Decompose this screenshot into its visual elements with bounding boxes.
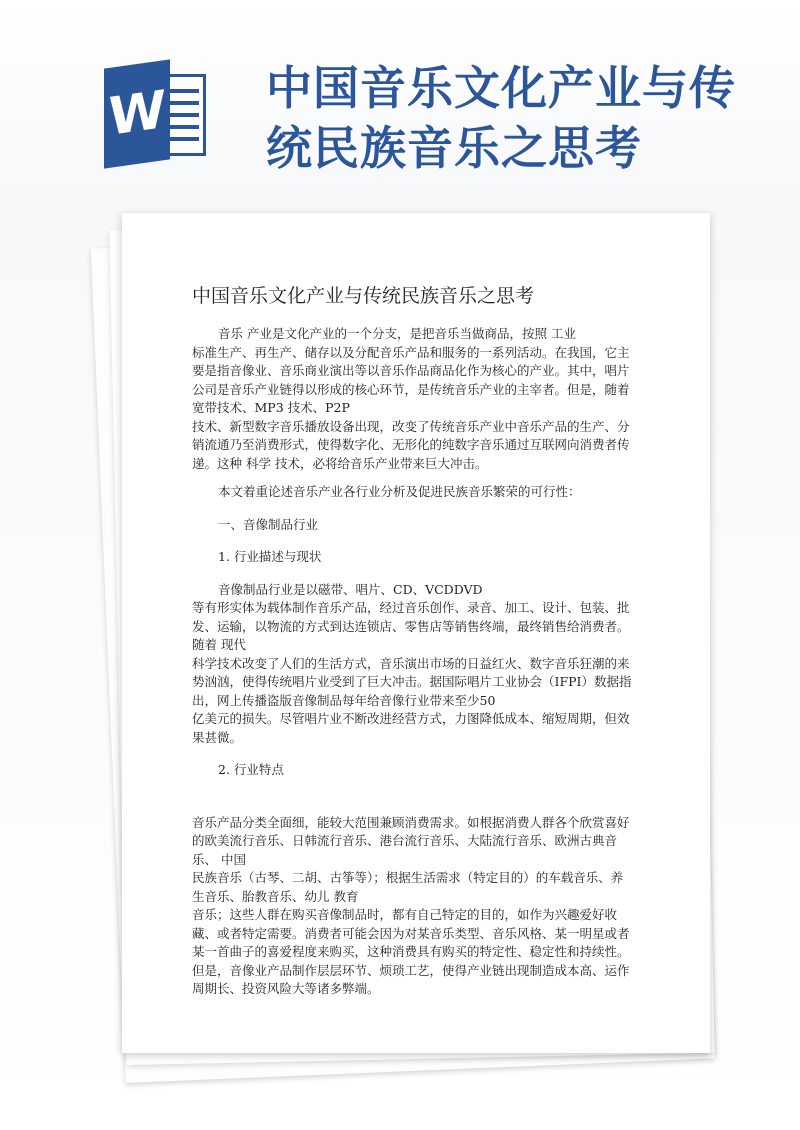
document-page (122, 213, 710, 1053)
subsection-heading-1: 1. 行业描述与现状 (218, 549, 322, 564)
paragraph-4: 本文着重论述音乐产业各行业分析及促进民族音乐繁荣的可行性： (218, 484, 581, 499)
banner-title-line-1: 中国音乐文化产业与传 (266, 61, 736, 115)
word-w-badge-icon: W (104, 59, 170, 168)
paragraph-6: 等有形实体为载体制作音乐产品，经过音乐创作、录音、加工、设计、包装、批发、运输，以物流的方式到达连锁店、零售店等销售终端，最终销售给消费者。随着 现代 (192, 600, 630, 652)
paragraph-9: 音乐产品分类全面细，能较大范围兼顾消费需求。如根据消费人群各个欣赏喜好的欧美流行音乐、日韩流行音乐、港台流行音乐、大陆流行音乐、欧洲古典音乐、 中国 (192, 814, 630, 867)
section-heading-1: 一、音像制品行业 (218, 516, 319, 532)
paragraph-7: 科学技术改变了人们的生活方式，音乐演出市场的日益红火、数字音乐狂潮的来势汹汹，使得传统唱片业受到了巨大冲击。据国际唱片工业协会（IFPI）数据指出，网上传播盗版音像制品每年给音像行业带来至少50 (192, 655, 632, 708)
subsection-heading-2: 2. 行业特点 (218, 762, 284, 777)
paragraph-8: 亿美元的损失。尽管唱片业不断改进经营方式，力图降低成本、缩短周期，但效果甚微。 (192, 711, 630, 745)
paragraph-2: 标准生产、再生产、储存以及分配音乐产品和服务的一系列活动。在我国，它主要是指音像业、音乐商业演出等以音乐作品商品化作为核心的产业。其中，唱片公司是音乐产业链得以形成的核心环节，是传统音乐产业的主宰者。但是，随着宽带技术、MP3 技术、P2P (192, 344, 630, 415)
document-body (192, 325, 632, 999)
banner-title-line-2: 统民族音乐之思考 (266, 121, 642, 175)
paragraph-10: 民族音乐（古琴、二胡、古筝等）；根据生活需求（特定目的）的车载音乐、养生音乐、胎教音乐、幼儿 教育 (192, 870, 624, 904)
document-title: 中国音乐文化产业与传统民族音乐之思考 (192, 285, 535, 307)
banner-title (266, 58, 786, 178)
paragraph-1: 音乐 产业是文化产业的一个分支，是把音乐当做商品，按照 工业 (218, 326, 576, 341)
paragraph-3: 技术、新型数字音乐播放设备出现，改变了传统音乐产业中音乐产品的生产、分销流通乃至消费形式，使得数字化、无形化的纯数字音乐通过互联网向消费者传递。这种 科学 技术，必将给音乐产业带来巨大冲击。 (192, 418, 630, 471)
paragraph-5: 音像制品行业是以磁带、唱片、CD、VCDDVD (218, 581, 483, 597)
word-document-icon (104, 64, 214, 164)
paragraph-11: 音乐；这些人群在购买音像制品时，都有自己特定的目的，如作为兴趣爱好收藏、或者特定需要。消费者可能会因为对某音乐类型、音乐风格、某一明星或者某一首曲子的喜爱程度来购买，这种消费具有购买的特定性、稳定性和持续性。但是，音像业产品制作层层环节、烦琐工艺，使得产业链出现制造成本高、运作周期长、投资风险大等诸多弊端。 (192, 907, 630, 996)
